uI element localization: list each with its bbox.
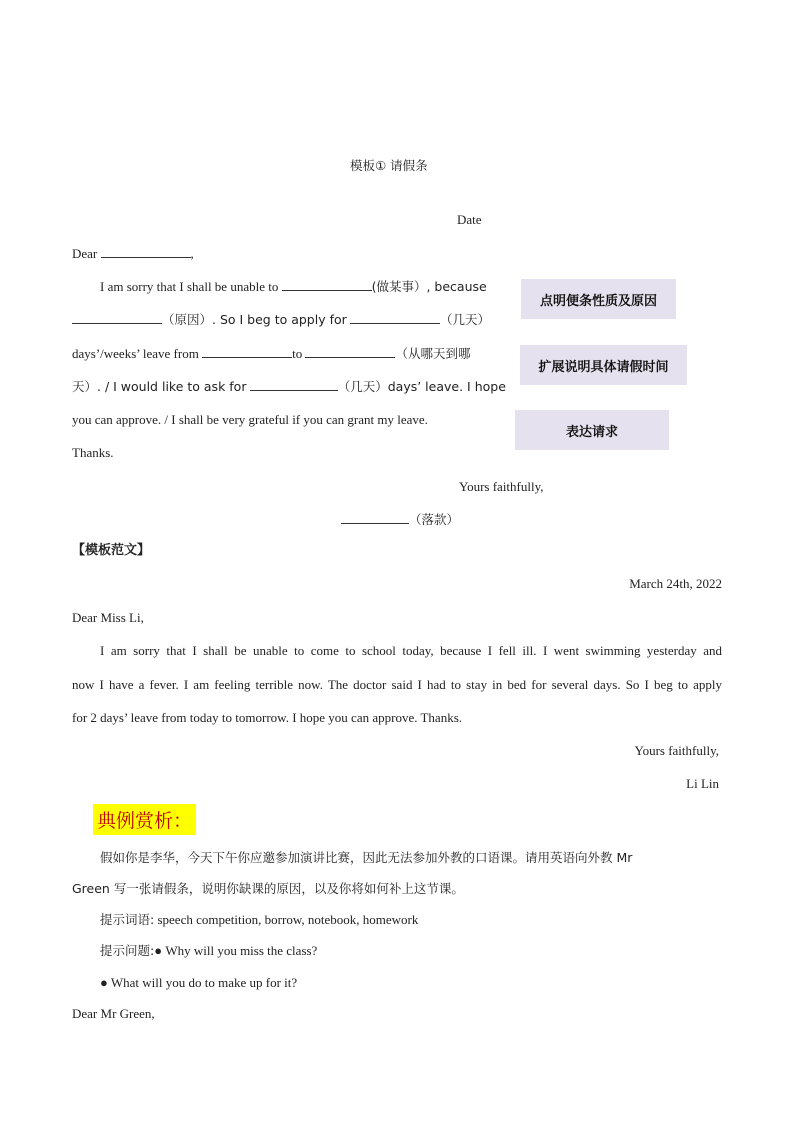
hint-question-1: ● Why will you miss the class? bbox=[154, 943, 318, 958]
line3-text-c: （从哪天到哪 bbox=[395, 346, 471, 361]
line2-text-a: （原因）. So I beg to apply for bbox=[162, 312, 347, 327]
blank-days bbox=[350, 311, 440, 324]
sample-closing: Yours faithfully, bbox=[634, 743, 719, 758]
sample-greeting: Dear Miss Li, bbox=[72, 610, 144, 625]
hint-words-list: speech competition, borrow, notebook, homework bbox=[154, 912, 419, 927]
greeting-text: Dear bbox=[72, 246, 98, 261]
sample-signature: Li Lin bbox=[686, 776, 719, 791]
recipient-blank bbox=[101, 245, 191, 258]
template-line-1 bbox=[100, 278, 487, 296]
sample-date: March 24th, 2022 bbox=[629, 576, 722, 591]
template-closing: Yours faithfully, bbox=[459, 479, 544, 494]
hint-words-label: 提示词语: bbox=[100, 912, 155, 927]
example-task-line-1: 假如你是李华，今天下午你应邀参加演讲比赛，因此无法参加外教的口语课。请用英语向外教 Mr bbox=[100, 850, 633, 865]
blank-signature bbox=[341, 511, 409, 524]
blank-from-day bbox=[202, 345, 292, 358]
template-line-2 bbox=[72, 311, 490, 329]
template-line-5: you can approve. / I shall be very grateful if you can grant my leave. bbox=[72, 412, 428, 427]
template-line-6: Thanks. bbox=[72, 445, 114, 460]
sample-paragraph-line-3: for 2 days’ leave from today to tomorrow. I hope you can approve. Thanks. bbox=[72, 710, 463, 725]
line3-text-a: days’/weeks’ leave from bbox=[72, 346, 199, 361]
sample-paragraph-line-2: now I have a fever. I am feeling terrible now. The doctor said I had to stay in bed for several days. So I beg to apply bbox=[72, 677, 722, 692]
template-line-3 bbox=[72, 345, 470, 363]
template-signature bbox=[341, 511, 459, 529]
callout-request: 表达请求 bbox=[515, 410, 669, 450]
template-greeting bbox=[72, 245, 194, 263]
line4-text-a: 天）. / I would like to ask for bbox=[72, 379, 247, 394]
callout-nature-reason: 点明便条性质及原因 bbox=[521, 279, 676, 319]
sample-heading: 【模板范文】 bbox=[72, 543, 151, 558]
example-banner: 典例赏析： bbox=[93, 804, 196, 835]
template-date: Date bbox=[457, 212, 482, 227]
example-hint-words bbox=[100, 911, 418, 929]
sample-paragraph-line-1: I am sorry that I shall be unable to come to school today, because I fell ill. I went swimming yesterday and bbox=[100, 643, 722, 658]
template-line-4 bbox=[72, 378, 506, 396]
blank-activity bbox=[282, 278, 372, 291]
example-greeting: Dear Mr Green, bbox=[72, 1006, 155, 1021]
line2-text-b: （几天） bbox=[440, 312, 491, 327]
callout-leave-time: 扩展说明具体请假时间 bbox=[520, 345, 687, 385]
greeting-comma: , bbox=[190, 246, 194, 261]
line4-text-b: （几天）days’ leave. I hope bbox=[337, 379, 506, 394]
blank-reason bbox=[72, 311, 162, 324]
blank-days-2 bbox=[250, 378, 338, 391]
example-task-line-2: Green 写一张请假条，说明你缺课的原因，以及你将如何补上这节课。 bbox=[72, 881, 464, 896]
blank-to-day bbox=[305, 345, 395, 358]
line3-text-b: to bbox=[292, 346, 303, 361]
example-hint-question-1 bbox=[100, 942, 317, 960]
signature-hint: （落款） bbox=[409, 512, 460, 527]
line1-text-b: (做某事）, because bbox=[371, 279, 487, 294]
template-title: 模板① 请假条 bbox=[350, 158, 428, 173]
hint-question-label: 提示问题: bbox=[100, 943, 155, 958]
line1-text-a: I am sorry that I shall be unable to bbox=[100, 279, 279, 294]
example-hint-question-2: ● What will you do to make up for it? bbox=[100, 975, 298, 990]
